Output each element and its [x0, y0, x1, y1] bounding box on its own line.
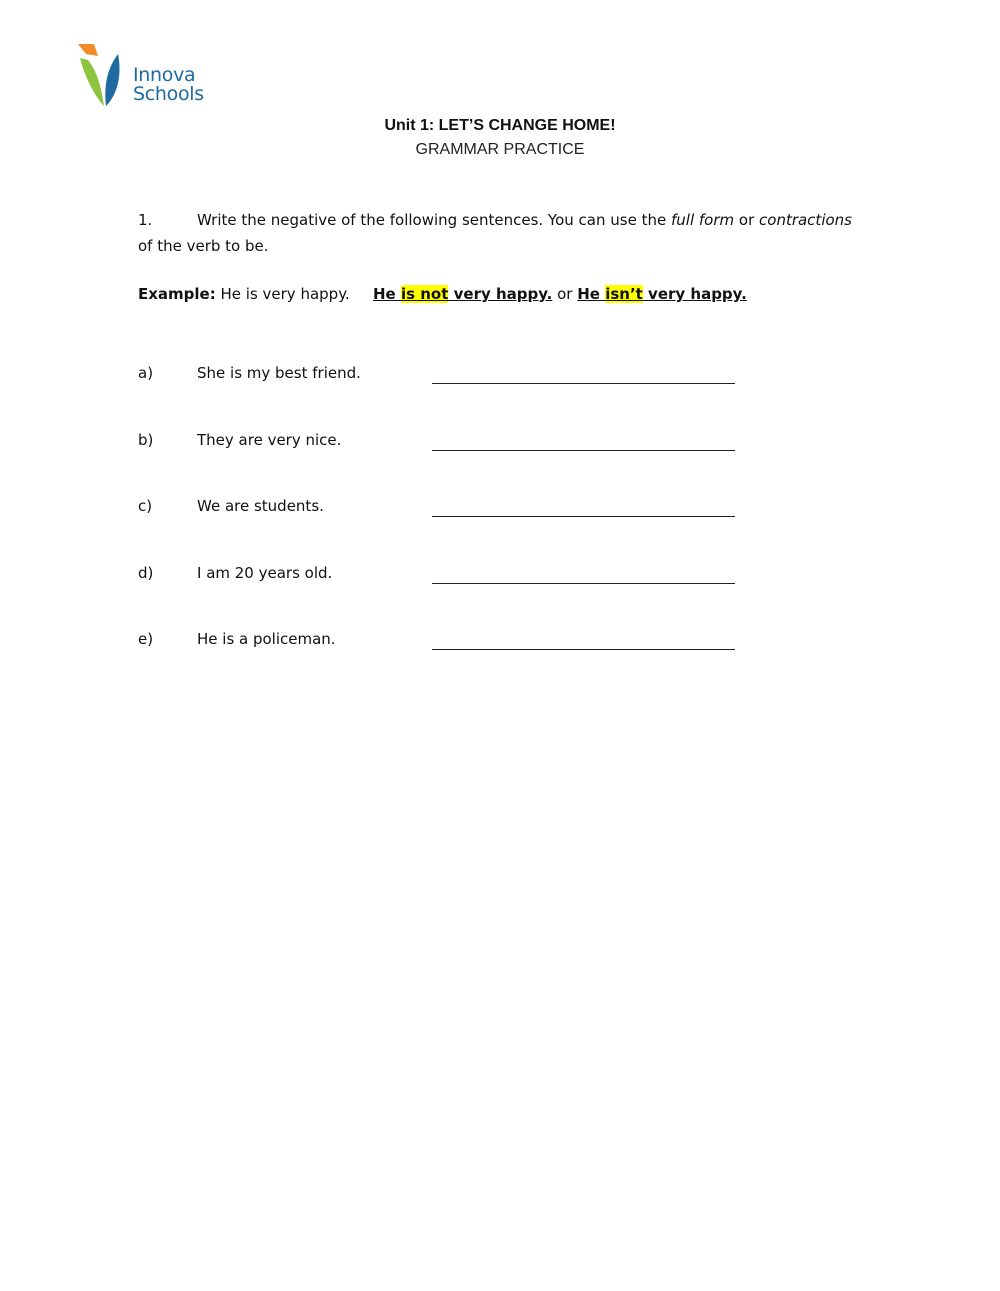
logo-text-line2: Schools [133, 83, 204, 105]
item-letter: d) [138, 564, 154, 582]
logo-text-line1: Innova [133, 64, 196, 86]
answer-blank-a[interactable] [432, 364, 735, 384]
example-row [138, 285, 747, 303]
example-answers [373, 285, 747, 303]
example-answer-1-highlight: is not [400, 285, 449, 303]
logo-leaf-icon [76, 42, 136, 108]
answer-blank-b[interactable] [432, 431, 735, 451]
example-answer-2-post: very happy. [642, 285, 747, 303]
instruction-italic-contractions: contractions [759, 211, 852, 229]
example-sentence: He is very happy. [215, 285, 350, 303]
answer-blank-d[interactable] [432, 564, 735, 584]
example-answer-2-pre: He [577, 285, 606, 303]
item-sentence: I am 20 years old. [197, 564, 333, 582]
example-label: Example: [138, 285, 216, 303]
page-title: Unit 1: LET’S CHANGE HOME! [384, 117, 616, 134]
instruction-text-a: Write the negative of the following sentences. You can use the [197, 211, 671, 229]
instruction [138, 207, 858, 259]
page-subtitle: GRAMMAR PRACTICE [415, 141, 585, 158]
item-sentence: He is a policeman. [197, 630, 336, 648]
instruction-text-b: or [734, 211, 760, 229]
item-sentence: We are students. [197, 497, 324, 515]
item-letter: c) [138, 497, 153, 515]
example-or: or [552, 285, 578, 303]
example-answer-2-highlight: isn’t [605, 285, 643, 303]
instruction-text-c: of the verb to be. [138, 237, 269, 255]
innova-schools-logo [76, 42, 216, 112]
instruction-italic-full-form: full form [670, 211, 735, 229]
item-letter: b) [138, 431, 154, 449]
item-sentence: They are very nice. [197, 431, 342, 449]
answer-blank-c[interactable] [432, 497, 735, 517]
example-answer-1-pre: He [373, 285, 401, 303]
item-sentence: She is my best friend. [197, 364, 361, 382]
item-letter: e) [138, 630, 154, 648]
example-answer-1-post: very happy. [448, 285, 553, 303]
item-letter: a) [138, 364, 154, 382]
answer-blank-e[interactable] [432, 630, 735, 650]
instruction-number: 1. [138, 211, 153, 229]
